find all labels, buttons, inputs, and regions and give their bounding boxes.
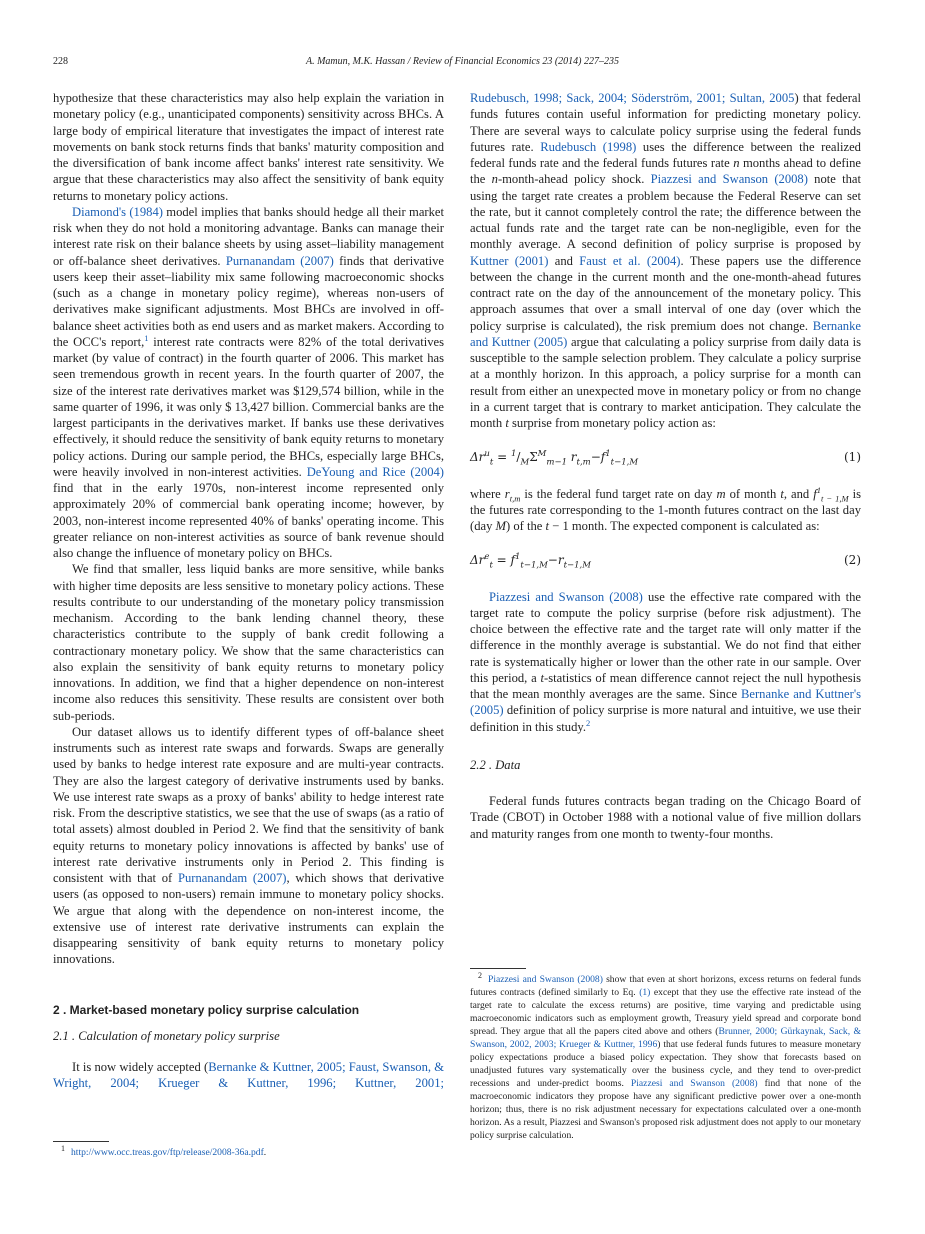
- citation-link[interactable]: Bernanke & Kuttner, 2005; Faust, Swanson, & Wright, 2004; Krueger & Kuttner, 1996; Kuttner, 2001;: [53, 1060, 444, 1091]
- text: uses the difference between the realized federal funds rate and the federal funds futures rate: [470, 139, 861, 170]
- sub-text: t−1,M: [610, 457, 639, 468]
- italic-text: f: [600, 450, 606, 465]
- text: Federal funds futures contracts began trading on the Chicago Board of Trade (CBOT) in October 1988 with a notional value of five million dollars and maturity ranges from one month to twenty-four months.: [470, 794, 861, 841]
- equation-1: [470, 449, 861, 468]
- citation-link[interactable]: DeYoung and Rice (2004): [306, 464, 444, 479]
- sub-text: t,m: [576, 457, 591, 468]
- italic-text: Δr: [470, 553, 485, 568]
- citation-link[interactable]: Rudebusch (1998): [540, 139, 637, 154]
- paragraph: [470, 589, 861, 735]
- text: We find that smaller, less liquid banks are more sensitive, while banks with higher time deposits are less sensitive to monetary policy actions. These results contribute to our understanding of the monetary policy transmission mechanism. According to the bank lending channel theory, these characteristics contribute to the supply of bank credit following a contractionary monetary policy. We show that the same characteristics can also explain the sensitivity of bank equity returns to monetary policy innovations. In addition, we find that a higher dependence on non-interest income also reduces this sensitivity. These results are consistent over both sub-periods.: [53, 562, 444, 723]
- citation-link[interactable]: Faust et al. (2004): [579, 253, 681, 268]
- sup-text: 1: [816, 484, 821, 495]
- text: model implies that banks should hedge all their market risk when they do not hold a monitoring advantage. Banks can manage their interest rate risk on their balance sheets by using asset–liability management or off-balance sheet derivatives.: [53, 204, 445, 268]
- citation-link[interactable]: Piazzesi and Swanson (2008): [630, 1078, 758, 1089]
- footnote-number: 1: [61, 1143, 65, 1153]
- citation-link[interactable]: Brunner, 2000; Gürkaynak, Sack, & Swanson, 2002, 2003; Krueger & Kuttner, 1996: [470, 1026, 861, 1050]
- footnote-ref-link[interactable]: 1: [144, 332, 149, 343]
- text: months ahead to define the: [470, 156, 862, 187]
- footnote-2: [470, 968, 861, 1142]
- text: ) that use federal funds futures to measure monetary policy expectations produce a biased policy expectation. They show that forecasts based on unadjusted futures vary systematically over the business cycle, and they tend to over-predict recessions and under-predict booms.: [470, 1039, 862, 1089]
- equation-body: [470, 552, 591, 571]
- paragraph: [470, 793, 861, 842]
- italic-text: r: [504, 486, 510, 501]
- text: .: [263, 1147, 267, 1158]
- text: −: [547, 553, 558, 568]
- italic-text: M: [495, 519, 507, 533]
- paragraph: [53, 1059, 444, 1092]
- italic-text: m: [716, 486, 726, 501]
- section-heading: 2 . Market-based monetary policy surprise calculation: [53, 1002, 360, 1017]
- text: Σ: [529, 450, 538, 465]
- italic-text: Δr: [470, 450, 485, 465]
- sub-text: t,m: [509, 493, 521, 504]
- text: ) that federal funds futures contain useful information for predicting monetary policy. There are several ways to calculate policy surprise using the federal funds futures rate.: [470, 91, 862, 154]
- text: is the futures rate corresponding to the 1-month futures contract on the last day (day: [470, 486, 861, 533]
- running-head: A. Mamun, M.K. Hassan / Review of Financial Economics 23 (2014) 227–235: [305, 56, 619, 67]
- text: ) of the: [506, 519, 546, 533]
- text: interest rate contracts were 82% of the total derivatives market (by value of contract) in the fourth quarter of 2006. This market has seen tremendous growth in recent years. In the fourth quarter of 2007, the size of the interest rate derivatives market was $129,574 billion, while in the same quarter of 1996, it was only $ 13,427 billion. Commercial banks are the largest participants in the derivatives market. If banks use these derivatives effectively, it should reduce the sensitivity of bank equity returns to monetary policy actions. During our sample period, the BHCs, especially large BHCs, were heavily involved in non-interest activities.: [53, 334, 445, 479]
- italic-text: t: [505, 416, 509, 430]
- sub-text: t: [489, 457, 494, 468]
- text: surprise from monetary policy action as:: [508, 416, 716, 430]
- equation-label: (2): [844, 553, 861, 568]
- right-column: [470, 90, 861, 842]
- subsection-heading: 2.2 . Data: [470, 757, 521, 772]
- footnote-separator: [53, 1141, 109, 1142]
- text: /: [516, 450, 521, 465]
- text: − 1 month. The expected component is calculated as:: [549, 519, 820, 533]
- text: −: [590, 450, 601, 465]
- text: argue that calculating a policy surprise from daily data is susceptible to the sample selection problem. They calculate a policy surprise at a monthly horizon. In this approach, a policy surprise for a month can result from either an unexpected move in monetary policy or from no change in a current target that is contrary to market anticipation. They calculate the month: [470, 334, 861, 430]
- text: It is now widely accepted (: [72, 1060, 209, 1074]
- citation-link[interactable]: Diamond's (1984): [72, 204, 163, 219]
- citation-link[interactable]: Purnanandam (2007): [177, 871, 287, 885]
- text: =: [493, 450, 511, 465]
- sub-text: M: [520, 457, 530, 468]
- italic-text: n: [491, 172, 498, 187]
- paragraph: [470, 486, 861, 535]
- sup-text: 1: [511, 449, 517, 460]
- italic-text: n: [733, 156, 740, 170]
- footnote-number: 2: [478, 970, 482, 980]
- citation-link[interactable]: (1): [639, 987, 651, 998]
- footnote-ref-link[interactable]: 2: [586, 717, 591, 728]
- citation-link[interactable]: Kuttner (2001): [470, 253, 549, 268]
- citation-link[interactable]: Piazzesi and Swanson (2008): [489, 589, 643, 604]
- text: definition of policy surprise is more natural and intuitive, we use their definition in this study.: [470, 703, 861, 734]
- footnote-text: [470, 974, 861, 1141]
- text: . These papers use the difference between the change in the current month and the one-month-ahead futures contract rate on the day of the announcement of the monetary policy. This approach assumes that over a small interval of one day (over which the policy surprise is calculated), the risk premium does not change.: [470, 253, 861, 333]
- footnote-1: [53, 1141, 444, 1159]
- text: find that none of the macroeconomic indicators they propose have any significant predictive power over a one-month horizon; thus, there is no risk adjustment necessary for expectations calculated over a one-month horizon. As a result, Piazzesi and Swanson's proposed risk adjustment does not apply to our monetary policy surprise calculation.: [470, 1078, 861, 1141]
- text: and: [548, 253, 580, 268]
- equation-2: [470, 552, 861, 571]
- italic-text: t: [540, 670, 545, 685]
- citation-link[interactable]: Piazzesi and Swanson (2008): [650, 172, 808, 187]
- equation-label: (1): [844, 450, 861, 465]
- italic-text: t: [780, 486, 784, 501]
- subsection-heading: 2.1 . Calculation of monetary policy surprise: [53, 1028, 280, 1043]
- text: of month: [725, 486, 781, 501]
- text: finds that derivative users keep their asset–liability mix same following macroeconomic shocks (such as a change in monetary policy regime), whereas non-users of derivatives make significant adjustments. Most BHCs are involved in off-balance sheet activities both as end users and as market makers. According to the OCC's report,: [53, 253, 444, 349]
- paragraph: [53, 724, 444, 968]
- footnote-separator: [470, 968, 526, 969]
- footnote-text: [71, 1147, 266, 1158]
- text: find that in the early 1970s, non-interest income represented only approximately 20% of commercial bank operating income; however, by 2003, non-interest income represented 40% of banks' operating income. This greater reliance on non-interest activities as source of bank revenue should also change the influence of monetary policy on BHCs.: [53, 481, 444, 560]
- text: , which shows that derivative users (as opposed to non-users) remain immune to monetary policy shocks. We argue that along with the dependence on non-interest income, the extensive use of interest rate derivative instruments can explain the disappearing sensitivity of bank equity returns to monetary policy innovations.: [53, 871, 444, 967]
- sub-text: m−1: [546, 457, 567, 468]
- text: -month-ahead policy shock.: [497, 172, 651, 187]
- italic-text: r: [566, 450, 577, 465]
- sup-text: e: [484, 552, 490, 563]
- page-number: 228: [53, 56, 68, 67]
- text: hypothesize that these characteristics may also help explain the variation in monetary policy (e.g., unanticipated components) sensitivity across BHCs. A large body of empirical literature that investigates the impact of interest rate movements on bank stock returns finds that banks' maturity composition and the diversification of bank income affect banks' interest rate sensitivity. We argue that these characteristics may also affect the sensitivity of bank equity returns to monetary policy actions.: [53, 91, 444, 203]
- italic-text: t: [545, 519, 550, 533]
- paragraph: [53, 90, 444, 204]
- text: =: [492, 553, 511, 568]
- sup-text: 1: [515, 552, 521, 563]
- text: is the federal fund target rate on day: [520, 486, 717, 501]
- italic-text: r: [557, 553, 564, 568]
- paragraph: [470, 90, 861, 431]
- text: except that they use the effective rate instead of the target rate to calculate the excess returns) are positive, time varying and predictable using macroeconomic indicators such as employment growth, Treasury yield spread and corporate bond spread. They argue that all the papers cited above and others (: [470, 987, 861, 1037]
- sub-text: t−1,M: [563, 560, 591, 571]
- text: show that even at short horizons, excess returns on federal funds futures contracts (defined similarly to Eq.: [470, 974, 861, 998]
- citation-link[interactable]: Bernanke and Kuttner (2005): [470, 318, 861, 349]
- sup-text: M: [537, 449, 547, 460]
- text: note that using the target rate creates a problem because the Federal Reserve can set the rate, but it cannot completely control the rate; the difference between the actual funds rate and the target rate can be non-negligible, even for the monthly average. A second definition of policy surprise is proposed by: [470, 172, 861, 252]
- text: -statistics of mean difference cannot reject the null hypothesis that the mean monthly averages are the same. Since: [470, 670, 861, 701]
- sub-text: t−1,M: [520, 560, 548, 571]
- citation-link[interactable]: Purnanandam (2007): [225, 253, 334, 268]
- sup-text: u: [484, 449, 490, 460]
- sub-text: t: [489, 560, 493, 571]
- sub-text: t − 1,M: [821, 493, 849, 504]
- text: use the effective rate compared with the target rate to compute the policy surprise (before risk adjustment). The choice between the effective rate and the target rate will only matter if the difference in the monthly average is substantial. We do not find that either rate is systematically higher or lower than the other rate in our sample. Over this period, a: [470, 589, 862, 685]
- text: , and: [783, 486, 814, 501]
- citation-link[interactable]: Bernanke and Kuttner's (2005): [470, 687, 862, 718]
- equation-body: [470, 449, 639, 468]
- paragraph: [53, 204, 444, 562]
- citation-link[interactable]: http://www.occ.treas.gov/ftp/release/2008-36a.pdf: [71, 1147, 264, 1158]
- italic-text: f: [813, 486, 817, 501]
- text: where: [470, 486, 505, 501]
- text: Our dataset allows us to identify different types of off-balance sheet instruments such as interest rate swaps and forwards. Swaps are generally used by banks to hedge interest rate exposure and are multi-year contracts. They are also the largest category of derivative instruments used by banks. We use interest rate swaps as a proxy of banks' ability to hedge interest rate risk. From the descriptive statistics, we see that the use of swaps (as a ratio of total assets) almost doubled in Period 2. We find that the sensitivity of bank equity returns to monetary policy innovations is affected by banks' use of interest rate derivative instruments only in Period 2. This finding is consistent with that of: [53, 724, 444, 885]
- italic-text: f: [510, 553, 515, 568]
- citation-link[interactable]: Piazzesi and Swanson (2008): [488, 974, 603, 985]
- citation-link[interactable]: Rudebusch, 1998; Sack, 2004; Söderström, 2001; Sultan, 2005: [470, 91, 795, 105]
- left-column: [53, 90, 444, 1092]
- sup-text: 1: [605, 449, 611, 460]
- paragraph: [53, 561, 444, 724]
